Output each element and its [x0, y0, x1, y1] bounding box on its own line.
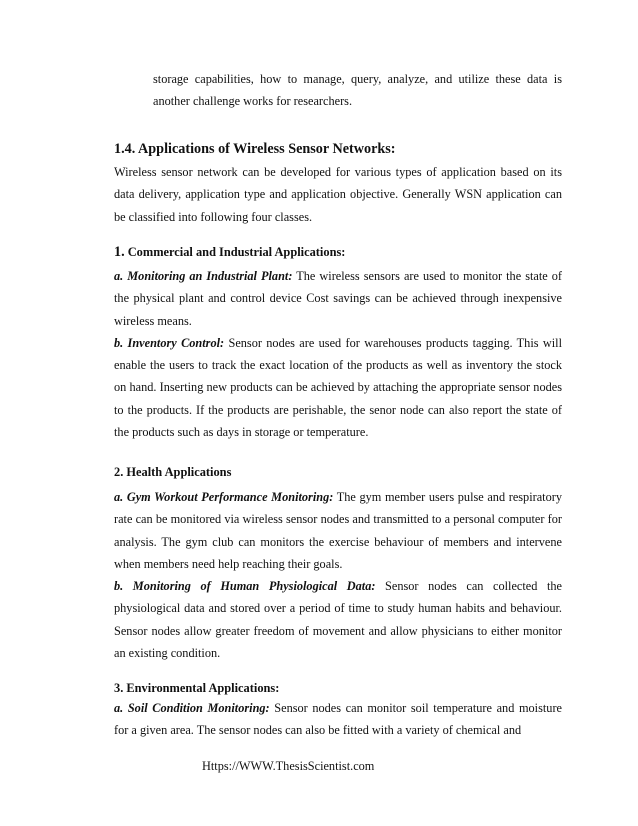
- list-item: [114, 697, 562, 742]
- class-1-items: [114, 265, 562, 443]
- footer-url: Https://WWW.ThesisScientist.com: [202, 759, 375, 773]
- item-text: The gym member users pulse and respiratory rate can be monitored via wireless sensor nodes and transmitted to a personal computer for analysis. The gym club can monitors the exercise behaviour of members and intervene when members need help reaching their goals.: [114, 490, 562, 571]
- list-item: [114, 575, 562, 664]
- section-intro-block: [114, 161, 562, 228]
- class-title: Health Applications: [123, 465, 232, 479]
- class-number: 3.: [114, 681, 124, 695]
- item-lead: a. Soil Condition Monitoring:: [114, 701, 270, 715]
- class-1-heading: [114, 244, 562, 261]
- item-lead: a. Gym Workout Performance Monitoring:: [114, 490, 334, 504]
- item-lead: b. Inventory Control:: [114, 335, 225, 350]
- class-number: 2.: [114, 465, 124, 479]
- item-lead: b. Monitoring of Human Physiological Data:: [114, 579, 376, 594]
- list-item: [114, 332, 562, 443]
- class-title: Environmental Applications:: [123, 681, 280, 695]
- item-text: The wireless sensors are used to monitor the state of the physical plant and control device Cost savings can be achieved through inexpensive wireless means.: [114, 269, 562, 328]
- list-item: [114, 265, 562, 332]
- section-intro: Wireless sensor network can be developed for various types of application based on its data delivery, application type and application objective. Generally WSN application can be classified into following four classes.: [114, 165, 562, 224]
- class-number: 1.: [114, 244, 125, 260]
- class-2-items: [114, 486, 562, 664]
- class-3-heading: [114, 681, 562, 696]
- list-item: [114, 486, 562, 575]
- class-title: Commercial and Industrial Applications:: [124, 245, 346, 259]
- class-3-items: [114, 697, 562, 742]
- item-text: Sensor nodes can monitor soil temperature and moisture for a given area. The sensor nodes can also be fitted with a variety of chemical and: [114, 701, 563, 738]
- continuation-text: storage capabilities, how to manage, query, analyze, and utilize these data is another challenge works for researchers.: [153, 72, 562, 109]
- class-2-heading: [114, 465, 562, 480]
- item-lead: a. Monitoring an Industrial Plant:: [114, 269, 293, 283]
- section-heading-block: [114, 141, 562, 158]
- continuation-paragraph: [153, 68, 562, 113]
- item-text: Sensor nodes can collected the physiological data and stored over a period of time to study human habits and behaviour. Sensor nodes allow greater freedom of movement and allow physicians to either monitor an existing condition.: [114, 579, 563, 661]
- item-text: Sensor nodes are used for warehouses products tagging. This will enable the users to track the exact location of the products as well as inventory the stock on hand. Inserting new products can be achieved by attaching the appropriate sensor nodes to the products. If the products are perishable, the senor node can also report the state of the products such as days in storage or temperature.: [114, 335, 562, 440]
- section-heading: 1.4. Applications of Wireless Sensor Networks:: [114, 141, 396, 157]
